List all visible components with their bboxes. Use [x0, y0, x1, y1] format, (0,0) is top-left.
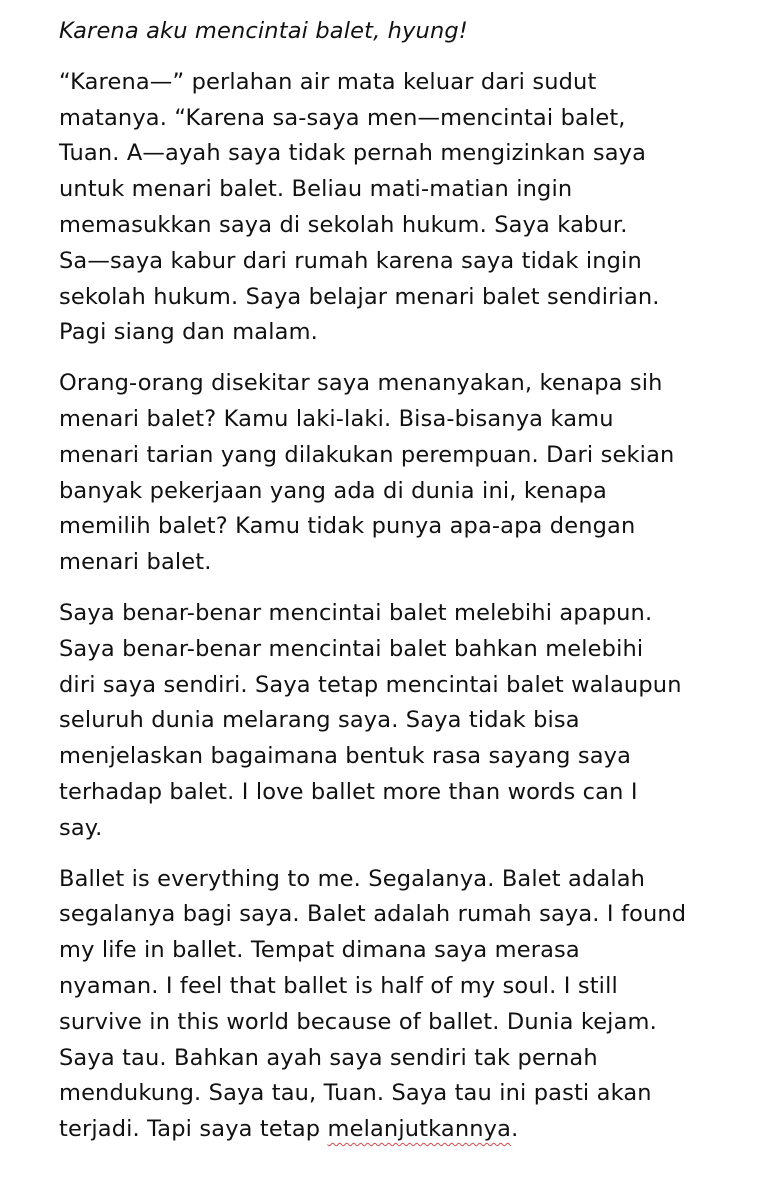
text-line: Karena aku mencintai balet, hyung! [59, 18, 468, 44]
text-line: Sa—saya kabur dari rumah karena saya tidak ingin [59, 247, 642, 274]
text-line: Orang-orang disekitar saya menanyakan, kenapa sih [59, 370, 663, 397]
text-line: menari tarian yang dilakukan perempuan. Dari sekian [59, 441, 675, 468]
document-body [59, 14, 749, 1163]
text-line: sekolah hukum. Saya belajar menari balet sendirian. [59, 283, 660, 310]
text-line: Pagi siang dan malam. [59, 319, 318, 346]
text-line: Saya benar-benar mencintai balet bahkan melebihi [59, 635, 644, 662]
text-line: diri saya sendiri. Saya tetap mencintai balet walaupun [59, 671, 682, 698]
text-line: Ballet is everything to me. Segalanya. Balet adalah [59, 865, 646, 892]
text-line: mendukung. Saya tau, Tuan. Saya tau ini pasti akan [59, 1080, 652, 1107]
text-line: segalanya bagi saya. Balet adalah rumah saya. I found [59, 901, 687, 928]
text-line: say. [59, 814, 103, 841]
text-line: Saya tau. Bahkan ayah saya sendiri tak pernah [59, 1044, 598, 1071]
text-line: menjelaskan bagaimana bentuk rasa sayang saya [59, 743, 632, 770]
text-line: nyaman. I feel that ballet is half of my soul. I still [59, 972, 618, 999]
paragraph-italic-intro [59, 14, 749, 50]
text-line: “Karena—” perlahan air mata keluar dari sudut [59, 68, 597, 95]
text-line: seluruh dunia melarang saya. Saya tidak bisa [59, 707, 580, 734]
paragraph-3 [59, 596, 749, 847]
paragraph-2 [59, 366, 749, 581]
text-line: Saya benar-benar mencintai balet melebihi apapun. [59, 599, 653, 626]
paragraph-4 [59, 862, 749, 1148]
text-line-last [59, 1112, 749, 1148]
text-line: terhadap balet. I love ballet more than words can I [59, 778, 638, 805]
text-fragment: terjadi. Tapi saya tetap [59, 1116, 328, 1143]
text-line: survive in this world because of ballet. Dunia kejam. [59, 1008, 657, 1035]
spellcheck-flagged-word[interactable]: melanjutkannya [327, 1116, 512, 1143]
paragraph-1 [59, 65, 749, 351]
text-line: untuk menari balet. Beliau mati-matian ingin [59, 176, 573, 203]
text-line: Tuan. A—ayah saya tidak pernah mengizinkan saya [59, 140, 647, 167]
text-line: memilih balet? Kamu tidak punya apa-apa dengan [59, 513, 636, 540]
text-line: banyak pekerjaan yang ada di dunia ini, kenapa [59, 477, 607, 504]
text-line: menari balet. [59, 549, 212, 576]
text-fragment: . [511, 1116, 519, 1143]
text-line: my life in ballet. Tempat dimana saya merasa [59, 937, 580, 964]
text-line: menari balet? Kamu laki-laki. Bisa-bisanya kamu [59, 405, 614, 432]
text-line: matanya. “Karena sa-saya men—mencintai balet, [59, 104, 626, 131]
text-line: memasukkan saya di sekolah hukum. Saya kabur. [59, 211, 628, 238]
